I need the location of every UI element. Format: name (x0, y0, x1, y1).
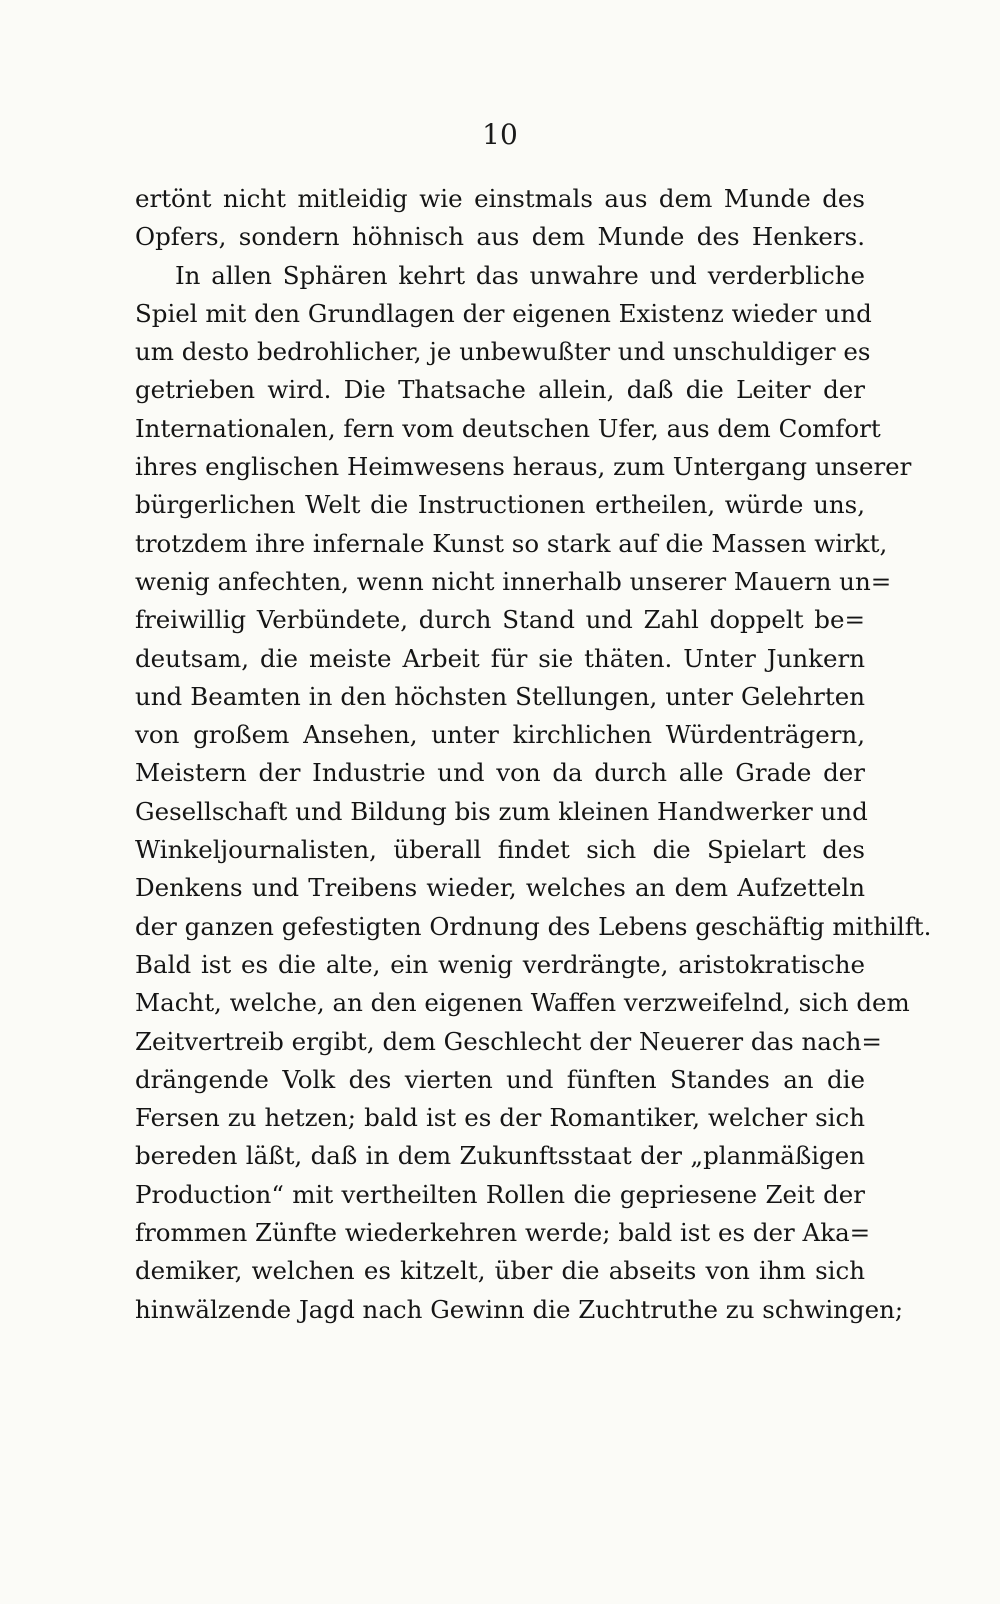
text-line: Denkens und Treibens wieder, welches an dem Aufzetteln (135, 873, 865, 903)
text-line: In allen Sphären kehrt das unwahre und verderbliche (175, 260, 865, 290)
text-line: Production“ mit vertheilten Rollen die gepriesene Zeit der (135, 1179, 865, 1209)
text-line: und Beamten in den höchsten Stellungen, unter Gelehrten (135, 681, 865, 711)
text-line: um desto bedrohlicher, je unbewußter und unschuldiger es (135, 337, 871, 367)
text-line: frommen Zünfte wiederkehren werde; bald ist es der Aka= (135, 1218, 871, 1248)
text-line: Spiel mit den Grundlagen der eigenen Existenz wieder und (135, 298, 872, 328)
text-line: hinwälzende Jagd nach Gewinn die Zuchtruthe zu schwingen; (135, 1294, 904, 1324)
text-line: Internationalen, fern vom deutschen Ufer, aus dem Comfort (135, 413, 881, 443)
text-line: demiker, welchen es kitzelt, über die abseits von ihm sich (135, 1256, 865, 1286)
text-line: wenig anfechten, wenn nicht innerhalb unserer Mauern un= (135, 566, 892, 596)
text-line: getrieben wird. Die Thatsache allein, daß die Leiter der (135, 375, 865, 405)
text-line: ertönt nicht mitleidig wie einstmals aus dem Munde des (135, 184, 865, 213)
text-line: Winkeljournalisten, überall findet sich die Spielart des (135, 835, 865, 865)
text-line: Zeitvertreib ergibt, dem Geschlecht der Neuerer das nach= (135, 1026, 882, 1056)
text-line: drängende Volk des vierten und fünften Standes an die (135, 1064, 865, 1094)
text-line: Macht, welche, an den eigenen Waffen verzweifelnd, sich dem (135, 988, 910, 1018)
text-line: bereden läßt, daß in dem Zukunftsstaat der „planmäßigen (135, 1141, 865, 1171)
text-line: Bald ist es die alte, ein wenig verdrängte, aristokratische (135, 949, 865, 979)
text-line: von großem Ansehen, unter kirchlichen Würdenträgern, (135, 720, 865, 750)
text-line: deutsam, die meiste Arbeit für sie thäten. Unter Junkern (135, 643, 865, 673)
body-text (135, 180, 932, 1329)
page-number: 10 (482, 118, 518, 151)
text-line: bürgerlichen Welt die Instructionen ertheilen, würde uns, (135, 490, 865, 520)
text-line: Gesellschaft und Bildung bis zum kleinen Handwerker und (135, 796, 868, 826)
text-line: ihres englischen Heimwesens heraus, zum Untergang unserer (135, 452, 912, 482)
text-line: Fersen zu hetzen; bald ist es der Romantiker, welcher sich (135, 1103, 865, 1133)
text-line: freiwillig Verbündete, durch Stand und Zahl doppelt be= (135, 605, 865, 635)
text-line: der ganzen gefestigten Ordnung des Lebens geschäftig mithilft. (135, 911, 932, 941)
text-line: Meistern der Industrie und von da durch alle Grade der (135, 758, 865, 788)
text-line: Opfers, sondern höhnisch aus dem Munde des Henkers. (135, 222, 865, 252)
text-line: trotzdem ihre infernale Kunst so stark auf die Massen wirkt, (135, 528, 888, 558)
